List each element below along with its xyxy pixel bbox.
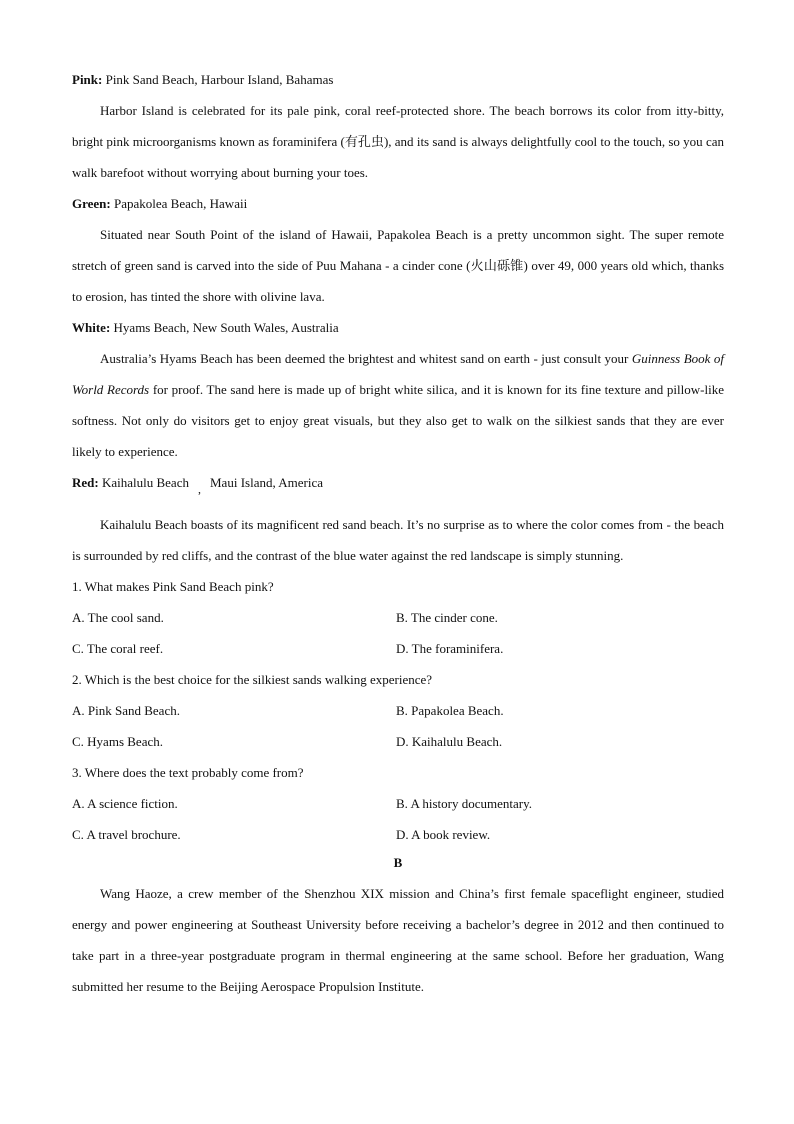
beach-description-red: Kaihalulu Beach boasts of its magnificent red sand beach. It’s no surprise as to where the color comes from - the beach is surrounded by red cliffs, and the contrast of the blue water against the red landscape is simply stunning. — [72, 517, 724, 563]
option-b: B. The cinder cone. — [396, 610, 498, 625]
beach-name-location: Maui Island, America — [210, 475, 323, 490]
section-b-paragraph: Wang Haoze, a crew member of the Shenzhou XIX mission and China’s first female spaceflight engineer, studied energy and power engineering at Southeast University before receiving a bachelor’s degree in 2012 and then continued to take part in a three-year postgraduate program in thermal engineering at the same school. Before her graduation, Wang submitted her resume to the Beijing Aerospace Propulsion Institute. — [72, 886, 724, 994]
beach-heading-green — [72, 188, 724, 219]
option-a: A. Pink Sand Beach. — [72, 703, 180, 718]
option-c: C. A travel brochure. — [72, 827, 181, 842]
description-text: Australia’s Hyams Beach has been deemed the brightest and whitest sand on earth - just consult your — [100, 351, 632, 366]
beach-heading-pink — [72, 64, 724, 95]
description-text: for proof. The sand here is made up of bright white silica, and it is known for its fine texture and pillow-like softness. Not only do visitors get to enjoy great visuals, but they also get to walk on the silkiest sands that they are ever likely to experience. — [72, 382, 724, 459]
question-1 — [72, 571, 724, 664]
stray-comma: , — [198, 482, 201, 496]
beach-description-green: Situated near South Point of the island of Hawaii, Papakolea Beach is a pretty uncommon sight. The super remote stretch of green sand is carved into the side of Puu Mahana - a cinder cone (火山砾锥) over 49, 000 years old which, thanks to erosion, has tinted the shore with olivine lava. — [72, 227, 724, 304]
option-b: B. Papakolea Beach. — [396, 703, 504, 718]
option-d: D. The foraminifera. — [396, 641, 504, 656]
beach-heading-white — [72, 312, 724, 343]
option-grid — [72, 695, 724, 757]
beach-name: Papakolea Beach, Hawaii — [114, 196, 248, 211]
beach-name: Kaihalulu Beach — [101, 475, 189, 490]
question-stem: 1. What makes Pink Sand Beach pink? — [72, 579, 274, 594]
option-a: A. A science fiction. — [72, 796, 178, 811]
option-a: A. The cool sand. — [72, 610, 164, 625]
section-b-title: B — [393, 855, 403, 870]
beach-name: Pink Sand Beach, Harbour Island, Bahamas — [105, 72, 334, 87]
document-page — [72, 64, 724, 1002]
beach-description-white — [72, 343, 724, 467]
book-title: Guinness Book of World Records — [72, 351, 724, 397]
beach-label: Pink: — [72, 72, 103, 87]
beach-label: Red: — [72, 475, 99, 490]
option-c: C. The coral reef. — [72, 641, 164, 656]
option-d: D. Kaihalulu Beach. — [396, 734, 503, 749]
option-b: B. A history documentary. — [396, 796, 533, 811]
question-stem: 3. Where does the text probably come from? — [72, 765, 304, 780]
beach-name: Hyams Beach, New South Wales, Australia — [113, 320, 339, 335]
option-d: D. A book review. — [396, 827, 491, 842]
question-stem: 2. Which is the best choice for the silkiest sands walking experience? — [72, 672, 433, 687]
question-3 — [72, 757, 724, 850]
beach-label: White: — [72, 320, 111, 335]
option-grid — [72, 602, 724, 664]
beach-heading-red — [72, 467, 724, 509]
option-grid — [72, 788, 724, 850]
beach-description-pink: Harbor Island is celebrated for its pale pink, coral reef-protected shore. The beach borrows its color from itty-bitty, bright pink microorganisms known as foraminifera (有孔虫), and its sand is always delightfully cool to the touch, so you can walk barefoot without worrying about burning your toes. — [72, 103, 724, 180]
question-2 — [72, 664, 724, 757]
option-c: C. Hyams Beach. — [72, 734, 163, 749]
beach-label: Green: — [72, 196, 111, 211]
